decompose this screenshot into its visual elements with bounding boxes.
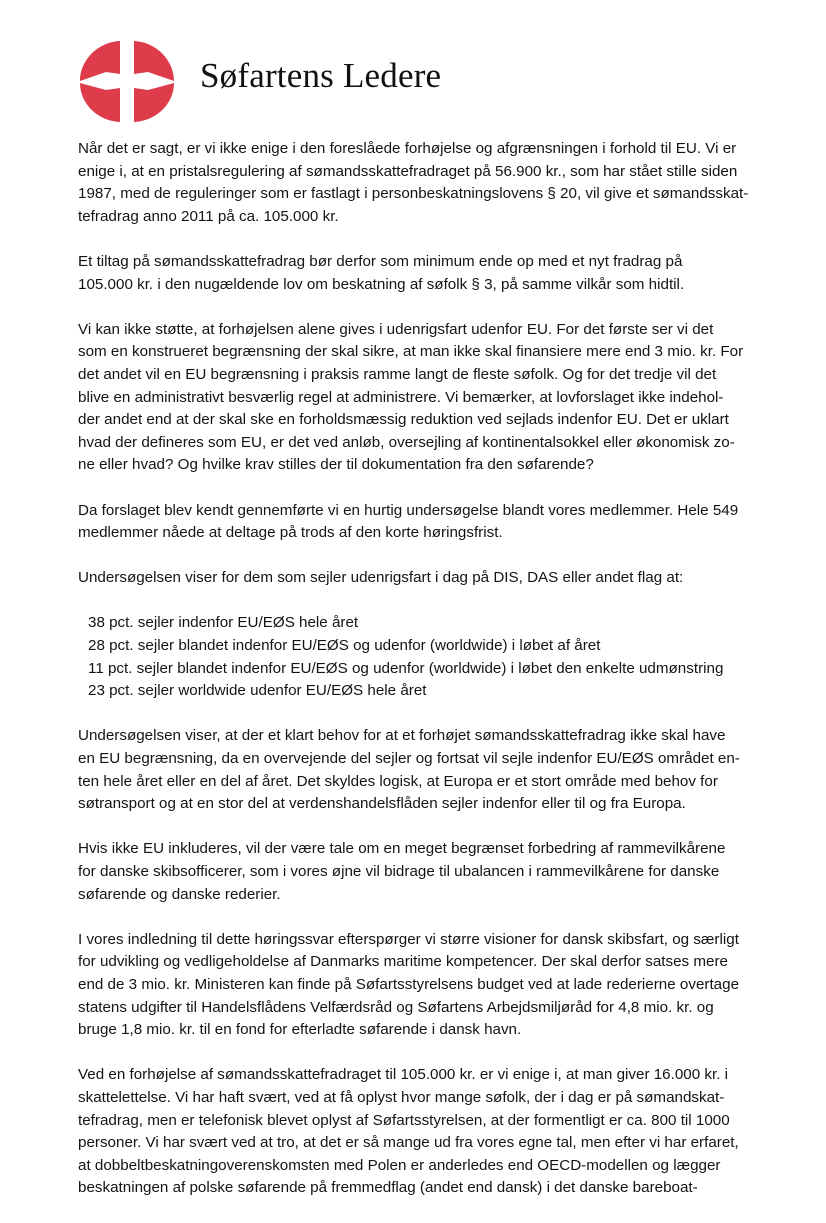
text-line: der andet end at der skal ske en forholdsmæssig reduktion ved sejlads indenfor EU. Det er uklart (78, 411, 729, 429)
text-line: medlemmer nåede at deltage på trods af den korte høringsfrist. (78, 524, 503, 542)
text-line: Hvis ikke EU inkluderes, vil der være tale om en meget begrænset forbedring af rammevilkårene (78, 840, 726, 858)
text-line: enige i, at en pristalsregulering af sømandsskattefradraget på 56.900 kr., som har stået stille siden (78, 162, 738, 180)
text-line: 1987, med de reguleringer som er fastlagt i personbeskatningslovens § 20, vil give et sømandsskat- (78, 185, 749, 203)
list-item: 38 pct. sejler indenfor EU/EØS hele året (88, 614, 359, 632)
text-line: Vi kan ikke støtte, at forhøjelsen alene gives i udenrigsfart udenfor EU. For det første ser vi det (78, 320, 714, 338)
paragraph (78, 838, 748, 906)
organization-name: Søfartens Ledere (200, 56, 442, 95)
text-line: søfarende og danske rederier. (78, 885, 281, 903)
text-line: ne eller hvad? Og hvilke krav stilles der til dokumentation fra den søfarende? (78, 456, 594, 474)
paragraph (78, 725, 748, 815)
compass-star-logo-icon (76, 38, 178, 124)
survey-results-list (88, 612, 748, 702)
text-line: for danske skibsofficerer, som i vores øjne vil bidrage til ubalancen i rammevilkårene for danske (78, 863, 720, 880)
text-line: Et tiltag på sømandsskattefradrag bør derfor som minimum ende op med et nyt fradrag på (78, 252, 683, 270)
text-line: en EU begrænsning, da en overvejende del sejler og fortsat vil sejle indenfor EU/EØS området en- (78, 750, 740, 768)
text-line: beskatningen af polske søfarende på fremmedflag (andet end dansk) i det danske bareboat- (78, 1179, 698, 1197)
text-line: som en konstrueret begrænsning der skal sikre, at man ikke skal finansiere mere end 3 mio. kr. For (78, 343, 744, 361)
text-line: skattelettelse. Vi har haft svært, ved at få oplyst hvor mange søfolk, der i dag er på sømandskat- (78, 1088, 725, 1106)
paragraph (78, 929, 748, 1042)
text-line: I vores indledning til dette høringssvar efterspørger vi større visioner for dansk skibsfart, og særligt (78, 930, 739, 948)
paragraph (78, 251, 748, 296)
text-line: end de 3 mio. kr. Ministeren kan finde på Søfartsstyrelsens budget ved at lade rederierne overtage (78, 975, 740, 993)
text-line: for udvikling og vedligeholdelse af Danmarks maritime kompetencer. Der skal derfor satses mere (78, 953, 728, 971)
text-line: tefradrag anno 2011 på ca. 105.000 kr. (78, 207, 339, 225)
paragraph (78, 567, 748, 590)
paragraph (78, 500, 748, 545)
text-line: tefradrag, men er telefonisk blevet oplyst af Søfartsstyrelsen, at der formentligt er ca. 800 til 1000 (78, 1111, 730, 1129)
text-line: blive en administrativt besværlig regel at administrere. Vi bemærker, at lovforslaget ikke indehol- (78, 388, 724, 406)
text-line: Undersøgelsen viser, at der et klart behov for at et forhøjet sømandsskattefradrag ikke skal have (78, 727, 726, 745)
text-line: Undersøgelsen viser for dem som sejler udenrigsfart i dag på DIS, DAS eller andet flag at: (78, 569, 684, 587)
paragraph (78, 319, 748, 477)
text-line: Når det er sagt, er vi ikke enige i den foreslåede forhøjelse og afgrænsningen i forhold til EU. Vi er (78, 140, 737, 157)
letter-body (78, 138, 748, 1223)
text-line: bruge 1,8 mio. kr. til en fond for efterladte søfarende i dansk havn. (78, 1021, 522, 1039)
text-line: søtransport og at en stor del at verdenshandelsflåden sejler indenfor eller til og fra Europa. (78, 795, 686, 813)
text-line: personer. Vi har svært ved at tro, at det er så mange ud fra vores egne tal, men efter vi har erfaret, (78, 1134, 739, 1152)
paragraph (78, 138, 748, 228)
list-item: 11 pct. sejler blandet indenfor EU/EØS og udenfor (worldwide) i løbet den enkelte udmønstring (88, 659, 724, 677)
text-line: at dobbeltbeskatningoverenskomsten med Polen er anderledes end OECD-modellen og lægger (78, 1156, 721, 1174)
text-line: statens udgifter til Handelsflådens Velfærdsråd og Søfartens Arbejdsmiljøråd for 4,8 mio. kr. og (78, 998, 714, 1016)
text-line: Da forslaget blev kendt gennemførte vi en hurtig undersøgelse blandt vores medlemmer. Hele 549 (78, 501, 739, 519)
text-line: ten hele året eller en del af året. Det skyldes logisk, at Europa er et stort område med behov for (78, 772, 718, 790)
text-line: 105.000 kr. i den nugældende lov om beskatning af søfolk § 3, på samme vilkår som hidtil. (78, 275, 685, 293)
paragraph (78, 1064, 748, 1200)
text-line: Ved en forhøjelse af sømandsskattefradraget til 105.000 kr. er vi enige i, at man giver 16.000 kr. i (78, 1066, 729, 1084)
list-item: 28 pct. sejler blandet indenfor EU/EØS og udenfor (worldwide) i løbet af året (88, 637, 601, 655)
text-line: det andet vil en EU begrænsning i praksis ramme langt de fleste søfolk. Og for det tredje vil det (78, 365, 717, 383)
text-line: hvad der defineres som EU, er det ved anløb, oversejling af kontinentalsokkel eller økonomisk zo- (78, 433, 735, 451)
list-item: 23 pct. sejler worldwide udenfor EU/EØS hele året (88, 682, 427, 700)
